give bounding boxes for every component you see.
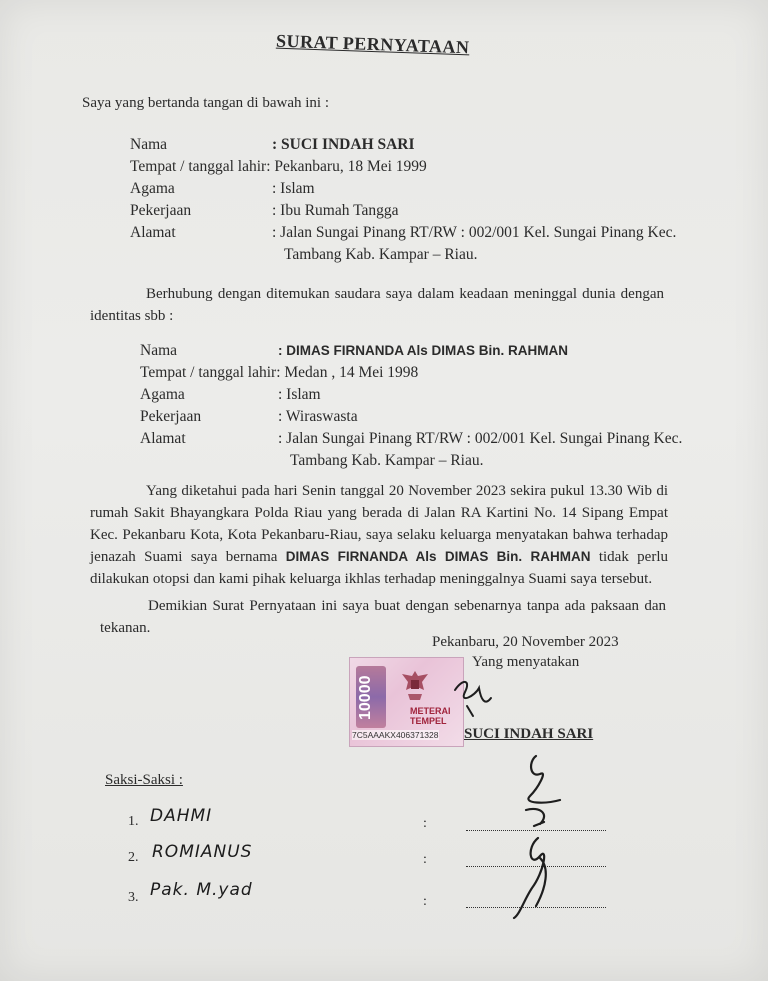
label-ttl-2: Tempat / tanggal lahir — [140, 364, 277, 381]
label-agama-2: Agama — [140, 386, 185, 403]
deceased-name: : DIMAS FIRNANDA Als DIMAS Bin. RAHMAN — [278, 343, 568, 358]
intro-text: Saya yang bertanda tangan di bawah ini : — [82, 95, 330, 111]
label-alamat: Alamat — [130, 224, 176, 241]
place-date: Pekanbaru, 20 November 2023 — [432, 634, 619, 650]
deceased-ttl: : Medan , 14 Mei 1998 — [276, 364, 419, 381]
paragraph-closing-text: Demikian Surat Pernyataan ini saya buat dengan sebenarnya tanpa ada paksaan dan tekanan. — [100, 598, 666, 636]
stamp-value: 10000 — [357, 675, 374, 720]
document-title: SURAT PERNYATAAN — [275, 30, 470, 58]
deceased-alamat-2: Tambang Kab. Kampar – Riau. — [290, 452, 484, 469]
label-nama-2: Nama — [140, 342, 178, 359]
witness-3-name: Pak. M.yad — [150, 880, 253, 900]
paragraph-known-part1: Yang diketahui pada hari Senin tanggal 20 November 2023 sekira pukul 13.30 Wib di rumah Sakit Bhayangkara Polda Riau yang berada di Jalan RA Kartini No. 14 Sipang Empat Kec. Pekanbaru Kota, Kota Pekanbaru-Riau, saya selaku keluarga menyatakan bahwa terhadap jenazah Suami saya bernama — [90, 483, 668, 565]
declarant-signature-icon — [445, 676, 505, 722]
label-agama: Agama — [130, 180, 175, 197]
stamp-serial: 7C5AAAKX406371328 — [352, 730, 439, 740]
witness-2-number: 2. — [128, 850, 139, 865]
label-alamat-2: Alamat — [140, 430, 186, 447]
witness-signature-icon — [500, 748, 580, 920]
declarant-identity — [130, 134, 676, 266]
witness-1-colon: : — [423, 816, 427, 831]
paragraph-found — [90, 283, 664, 327]
paragraph-closing — [100, 595, 666, 639]
label-ttl: Tempat / tanggal lahir — [130, 158, 267, 175]
declarer-label: Yang menyatakan — [472, 654, 580, 670]
declarant-name: : SUCI INDAH SARI — [272, 136, 415, 153]
signer-name: SUCI INDAH SARI — [464, 726, 594, 742]
paragraph-found-text: Berhubung dengan ditemukan saudara saya dalam keadaan meninggal dunia dengan identitas sbb : — [90, 286, 664, 324]
label-nama: Nama — [130, 136, 168, 153]
paragraph-known-name: DIMAS FIRNANDA Als DIMAS Bin. RAHMAN — [285, 549, 591, 564]
witness-3-number: 3. — [128, 890, 139, 905]
declarant-alamat-1: : Jalan Sungai Pinang RT/RW : 002/001 Kel. Sungai Pinang Kec. — [272, 224, 677, 241]
label-pekerjaan: Pekerjaan — [130, 202, 192, 219]
paragraph-known-part2: tidak perlu dilakukan otopsi dan kami pihak keluarga ikhlas terhadap meninggalnya Suami saya tersebut. — [90, 549, 668, 587]
witness-2-colon: : — [423, 852, 427, 867]
declarant-ttl: : Pekanbaru, 18 Mei 1999 — [266, 158, 427, 175]
deceased-identity — [140, 340, 682, 472]
deceased-pekerjaan: : Wiraswasta — [278, 408, 358, 425]
label-pekerjaan-2: Pekerjaan — [140, 408, 202, 425]
deceased-agama: : Islam — [278, 386, 321, 403]
deceased-alamat-1: : Jalan Sungai Pinang RT/RW : 002/001 Kel. Sungai Pinang Kec. — [278, 430, 683, 447]
witness-heading: Saksi-Saksi : — [105, 772, 183, 788]
witness-3-colon: : — [423, 894, 427, 909]
garuda-emblem-icon — [398, 668, 432, 704]
declarant-alamat-2: Tambang Kab. Kampar – Riau. — [284, 246, 478, 263]
declarant-pekerjaan: : Ibu Rumah Tangga — [272, 202, 399, 219]
witness-1-name: DAHMI — [150, 806, 213, 826]
stamp-text-1: METERAI — [410, 706, 451, 716]
declarant-agama: : Islam — [272, 180, 315, 197]
witness-1-number: 1. — [128, 814, 139, 829]
paragraph-known — [90, 480, 668, 590]
witness-2-name: ROMIANUS — [152, 842, 253, 862]
stamp-text-2: TEMPEL — [410, 716, 447, 726]
